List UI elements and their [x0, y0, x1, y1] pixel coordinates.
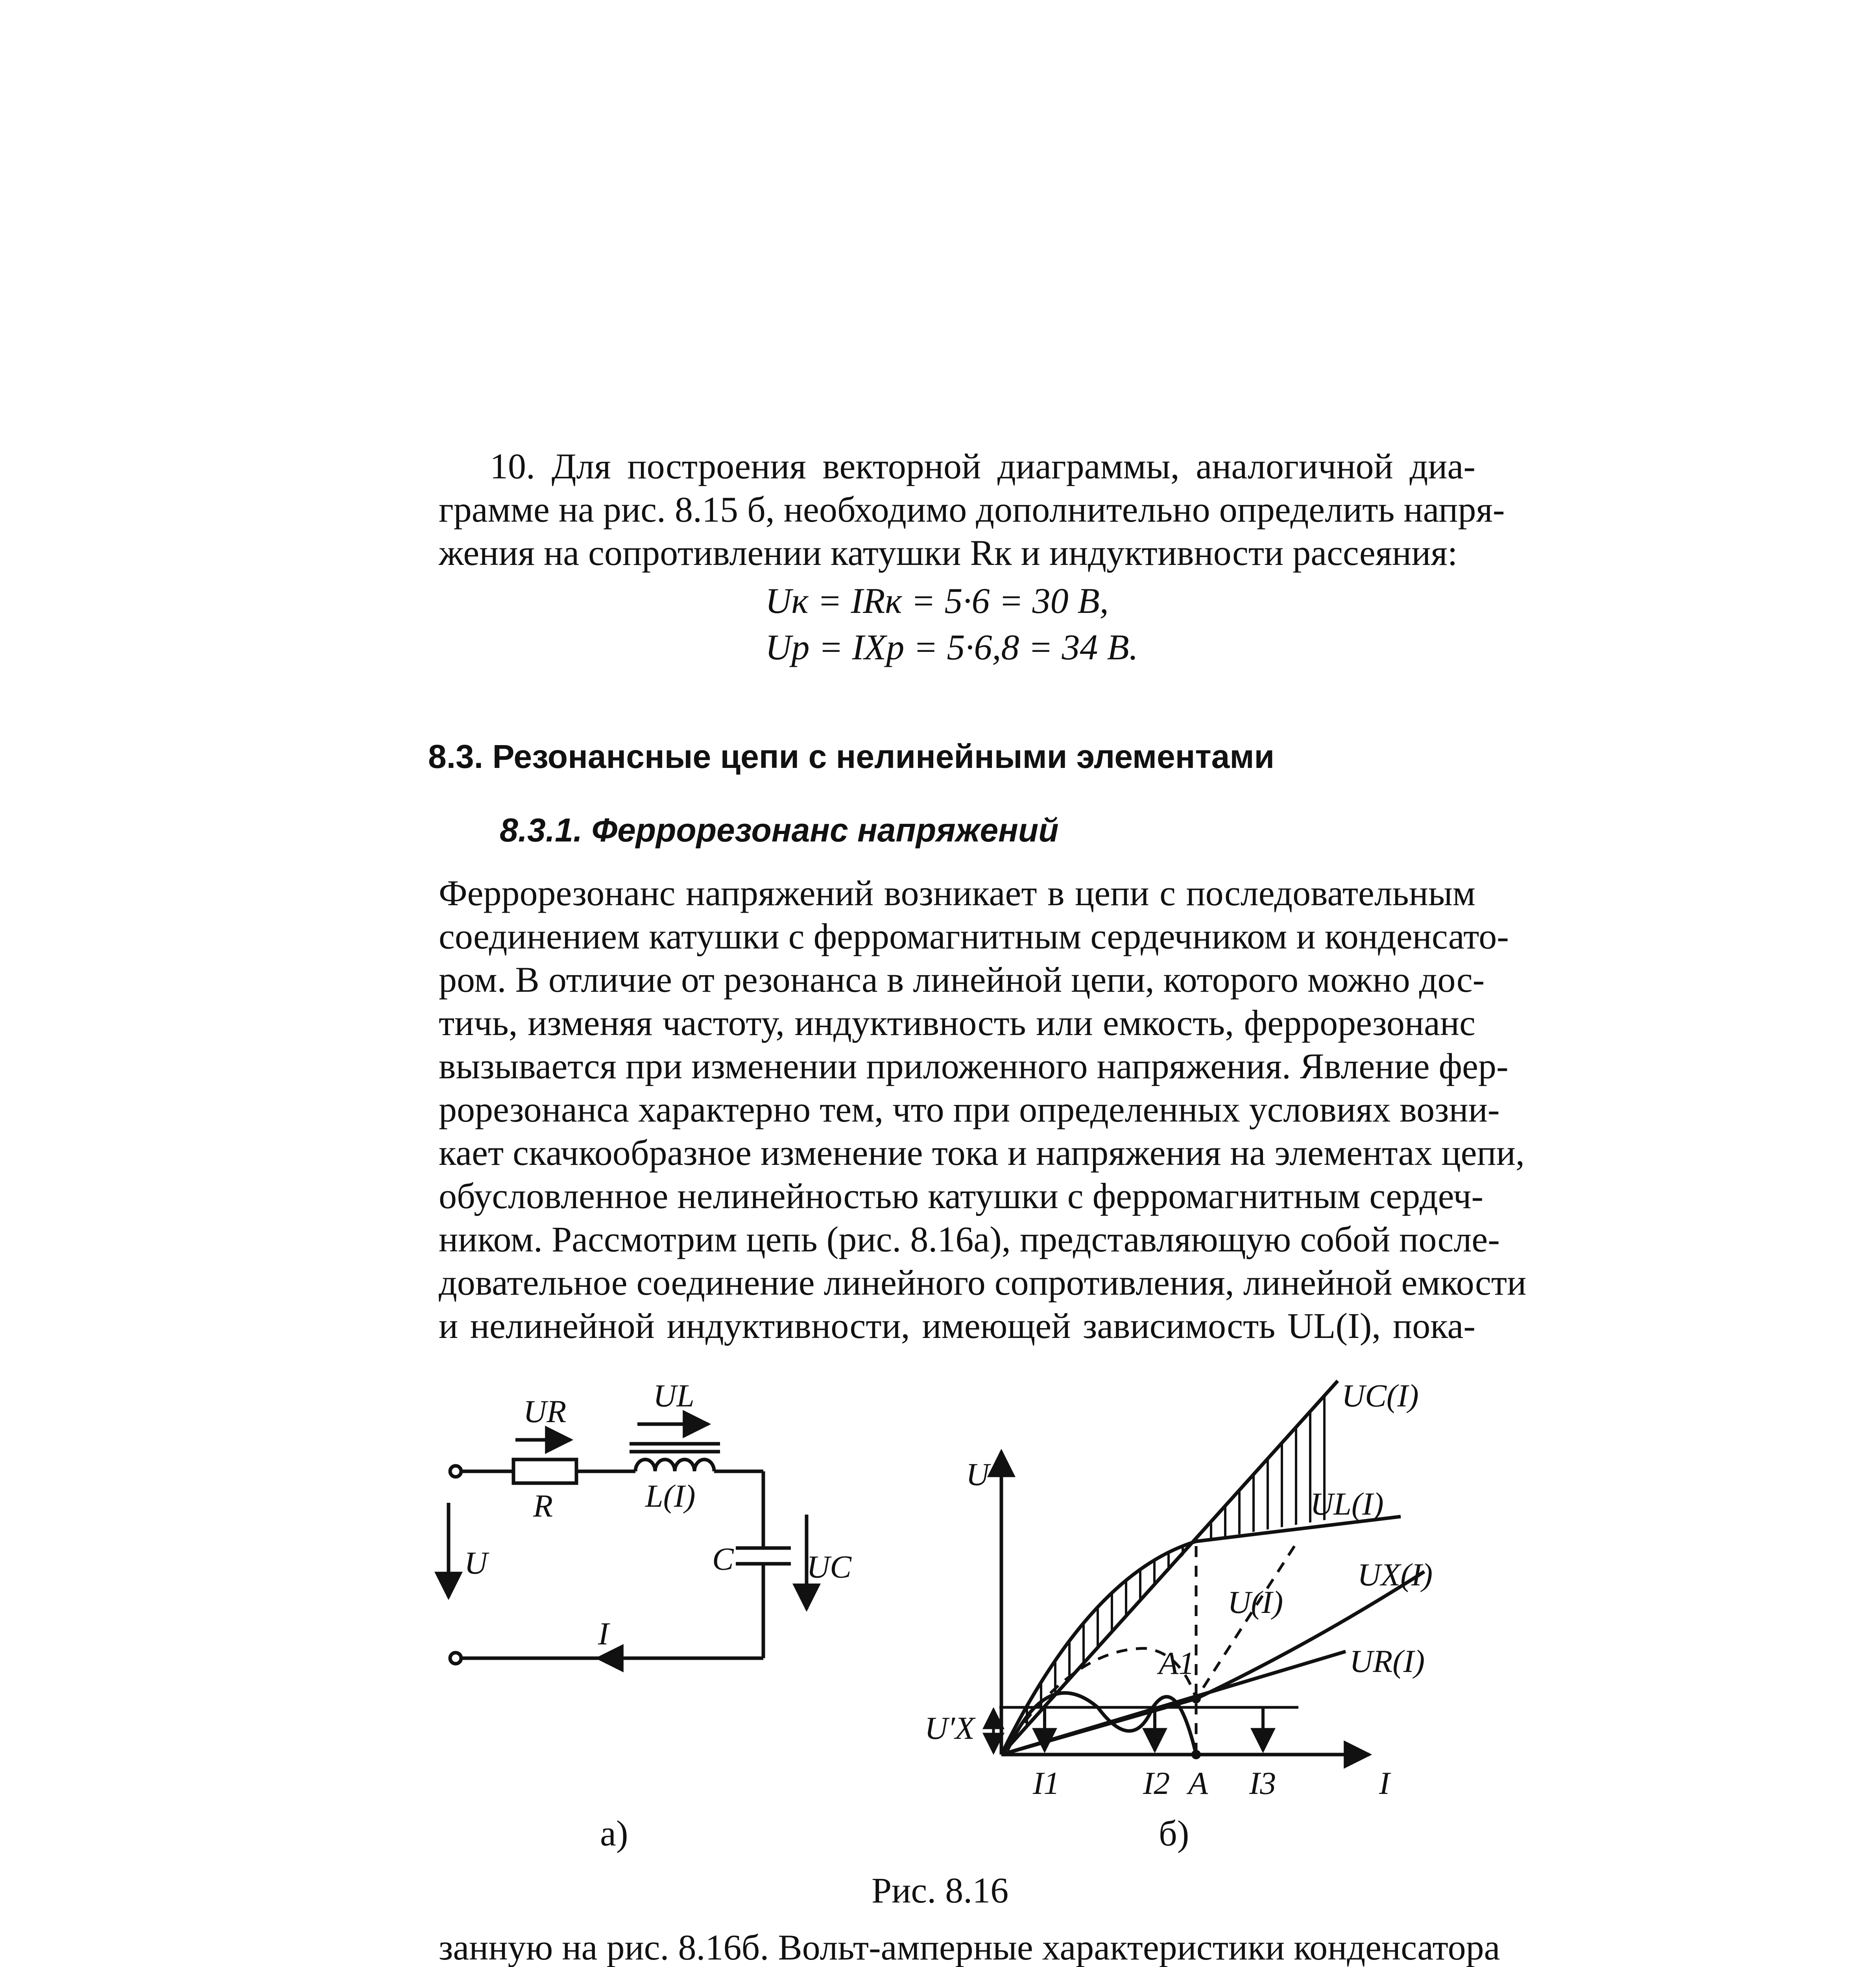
circuit-diagram	[449, 1424, 807, 1664]
intro-line: 10. Для построения векторной диаграммы, аналогичной диа-	[490, 446, 1475, 486]
ux-curve-label: UX(I)	[1357, 1557, 1433, 1592]
body-line: тичь, изменяя частоту, индуктивность или емкость, феррорезонанс	[439, 1003, 1475, 1043]
section-heading: 8.3. Резонансные цепи с нелинейными элементами	[428, 738, 1275, 775]
continuation-paragraph	[439, 1926, 1500, 1967]
label-c: C	[712, 1541, 734, 1577]
i-axis-label: I	[1379, 1765, 1390, 1801]
figure-sublabel-b: б)	[1159, 1813, 1189, 1853]
figure-caption: Рис. 8.16	[872, 1870, 1009, 1910]
ux-prime-label: U′X	[925, 1710, 975, 1746]
i3-label: I3	[1249, 1765, 1276, 1801]
a-point-label: A	[1188, 1765, 1208, 1801]
label-r: R	[533, 1488, 553, 1524]
intro-line: грамме на рис. 8.15 б, необходимо дополнительно определить напря-	[439, 489, 1505, 530]
uc-curve-label: UC(I)	[1342, 1378, 1419, 1413]
body-line: вызывается при изменении приложенного напряжения. Явление фер-	[439, 1046, 1509, 1086]
i1-label: I1	[1033, 1765, 1060, 1801]
figure-sublabel-a: а)	[600, 1813, 628, 1853]
body-line: рорезонанса характерно тем, что при определенных условиях возни-	[439, 1089, 1500, 1129]
body-line: ром. В отличие от резонанса в линейной цепи, которого можно дос-	[439, 960, 1485, 1000]
body-line: соединением катушки с ферромагнитным сердечником и конденсато-	[439, 916, 1509, 956]
label-u: U	[464, 1545, 488, 1581]
u-curve-label: U(I)	[1228, 1584, 1283, 1620]
i2-label: I2	[1143, 1765, 1170, 1801]
label-uc: UC	[807, 1549, 851, 1585]
label-ul: UL	[653, 1378, 694, 1413]
circuit-labels	[464, 1378, 852, 1651]
equation-uk: Uк = IRк = 5·6 = 30 В,	[765, 581, 1109, 621]
body-line: обусловленное нелинейностью катушки с ферромагнитным сердеч-	[439, 1176, 1484, 1216]
u-axis-label: U	[966, 1456, 990, 1492]
label-ur: UR	[523, 1393, 567, 1429]
continuation-line: занную на рис. 8.16б. Вольт-амперные характеристики конденсатора	[439, 1927, 1500, 1967]
section-subheading: 8.3.1. Феррорезонанс напряжений	[500, 812, 1059, 849]
label-i: I	[598, 1616, 609, 1651]
body-line: ником. Рассмотрим цепь (рис. 8.16а), представляющую собой после-	[439, 1219, 1500, 1259]
intro-line: жения на сопротивлении катушки Rк и индуктивности рассеяния:	[439, 533, 1458, 573]
a1-point-label: A1	[1159, 1645, 1195, 1681]
label-l: L(I)	[645, 1478, 696, 1514]
equation-up: Up = IXp = 5·6,8 = 34 В.	[765, 627, 1138, 667]
ur-curve-label: UR(I)	[1350, 1643, 1425, 1679]
body-line: кает скачкообразное изменение тока и напряжения на элементах цепи,	[439, 1133, 1525, 1173]
body-line: довательное соединение линейного сопротивления, линейной емкости	[439, 1262, 1527, 1303]
body-line: Феррорезонанс напряжений возникает в цепи с последовательным	[439, 873, 1475, 913]
body-line: и нелинейной индуктивности, имеющей зависимость UL(I), пока-	[439, 1306, 1475, 1346]
ul-curve-label: UL(I)	[1310, 1486, 1384, 1522]
